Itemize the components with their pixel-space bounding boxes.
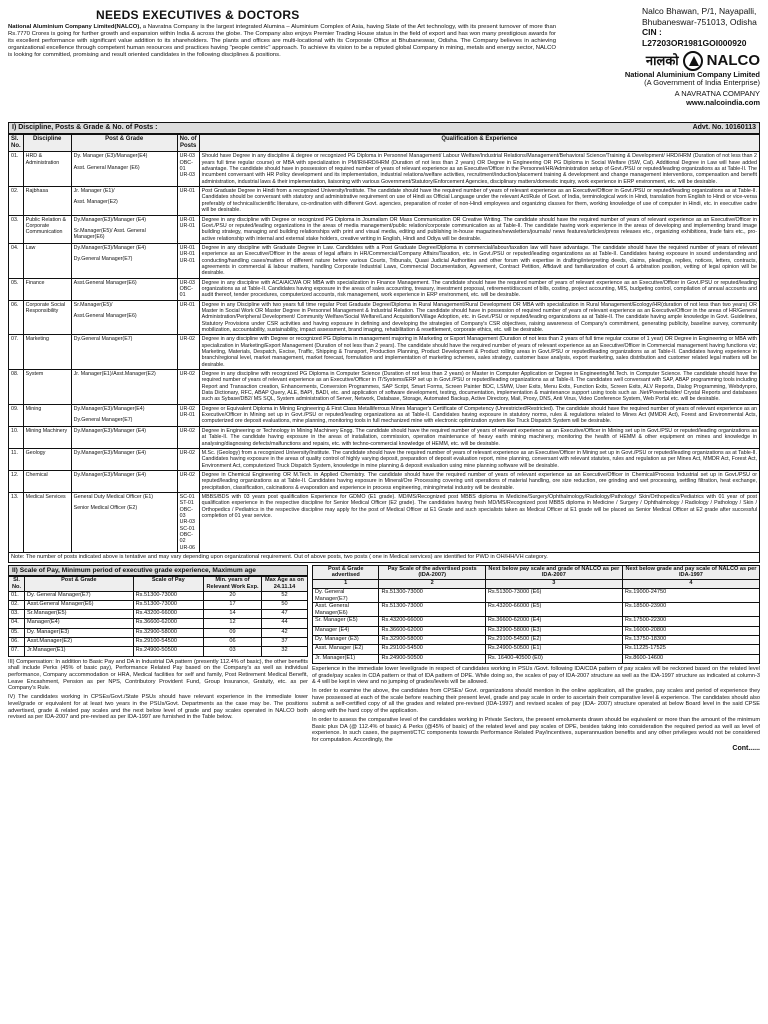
table-row: [313, 626, 760, 635]
intro-text: a Navratna Company is the largest integrated Alumina – Aluminium Complex of Asia, having State of the Art technology, with its present turnover of more than Rs.7770 Crores is going for further growth and expansion within India & across the globe. The Company also enjoys Premier Trading House status in the field of export and has won many prestigious awards for its excellent performance with significant value addition to its shareholders. The plants and offices are multi-locational with its Corporate Office at Bhubaneswar, Odisha. The Company believes in achieving organizational excellence through competent human resources and practices having "people centric" approach. To achieve its vision to be a reputed global Company in mining, metals and energy sector, NALCO is looking for committed, promising and result oriented candidates in the following disciplines & positions.: [8, 24, 556, 59]
table-cell: Rs.51300-73000 (E6): [485, 589, 622, 603]
table-row: [9, 600, 308, 609]
table-cell: Rs.29100-54500 (E2): [485, 636, 622, 645]
table-cell: 37: [262, 638, 308, 647]
table-row: [9, 628, 308, 637]
table-row: [9, 215, 760, 243]
posts-count-cell: [177, 470, 199, 492]
header-cell: Scale of Pay: [133, 577, 203, 591]
table-cell: Rs. 16400-40500 (E0): [485, 654, 622, 663]
table-cell: Sr. Manager (E5): [313, 617, 379, 626]
section1-title: I) Discipline, Posts & Grade & No. of Posts :: [12, 124, 158, 131]
table-cell: Rs.29100-54500: [133, 638, 203, 647]
bottom-section: [8, 565, 760, 753]
post-grade-cell: [71, 492, 177, 552]
qualification-cell: MBBS/BDS with 03 years post qualification Experience for GDMO (E1 grade). MD/MS/Recognized post MBBS diploma in Medicine/Surgery/Ophthalmology/Radiology/Pathology/ Skin/Orthopedics/Pediatrics with 01 year of post qualification experience in the respective discipline for Senior Medical Officer (E2 grade). The candidates having fresh MD/MS/Recognized post MBBS diploma in Medicine / Surgery / Ophthalmology / Radiology / Pathology / Skin / Orthopedics / Pediatrics in the respective discipline may apply for the post of Medical Officer at E1 Grade and such specialists taken as Medical Officer at E1 grade will be placed as Senior Medical Officer at E2 grade after successful completion of 01 year service.: [199, 492, 759, 552]
qualification-cell: Degree in any discipline with Degree or recognized PG Diploma in Journalism OR Mass Communication OR Creative Writing. The candidate should have the required number of years of relevant experience as an Executive/Officer in Govt./PSU or reputed/leading organizations in the areas of media management/public relation/corporate communication as at Table-II. The candidate having work experience in the areas of developing and implementing brand image building strategy, managing and building relationships with print and visual media, editing and publishing in-house magazines/newsletters/journals/ news features/articles/press releases etc., organizing exhibitions, trade fairs etc., pro-active relationship with internal and external stake holders, creative writing in English, Hindi and Odiya will be desirable.: [199, 215, 759, 243]
table-row: [9, 370, 760, 405]
post-grade-cell: [71, 152, 177, 187]
posts-count-cell: [177, 215, 199, 243]
posts-count-cell: [177, 492, 199, 552]
sl-cell: 12.: [9, 470, 24, 492]
post-grade: Dy. Manager (E3)/Manager(E4): [73, 153, 148, 160]
grade-comparison-body: [313, 589, 760, 664]
sl-cell: 02.: [9, 187, 24, 215]
post-grade: Asst.General Manager(E6): [73, 312, 137, 319]
continued-label: Cont......: [732, 744, 760, 752]
table-cell: Rs.13750-18300: [622, 636, 759, 645]
discipline-cell: Law: [23, 243, 71, 278]
posts-count: SC-01: [179, 525, 195, 532]
table-row: [9, 591, 308, 600]
table-cell: 17: [204, 600, 262, 609]
table-cell: Rs.51300-73000: [379, 589, 485, 603]
posts-count: UR-01: [179, 216, 195, 223]
company-name: National Aluminium Company Limited: [624, 69, 760, 79]
grade-comparison-header: [313, 565, 760, 579]
table-cell: Rs.32900-58000 (E3): [485, 626, 622, 635]
post-grade: Dy.Manager(E3)/Manager (E4): [73, 449, 146, 456]
qualification-cell: Degree in any discipline with recognized PG Diploma in Computer Science (Duration of not less than 2 years) or Master in Computer Application or Degree in Engineering/M.Tech. in Computer Science. The candidate should have the required number of years of relevant experience as an Executive/Officer in IT/Systems/ERP set up in Govt./PSU or reputed/leading organizations as at Table-II. The candidates well conversant with SAP, ABAP programming tools including Report and Transaction creation, Enhancements, Conversion Programmes, SAP Script, Smart Forms, Screen Painter BDC, LSMW, User Exits, Menu Exits, Function Exits, Screen Exits, ALV Reports, Dialog Programming, Webdynpro, Data Dictionary, RFC, ABAP Query, ALE, BAPI, BADI, etc. and application of software development, testing, documentation, implementation & maintenance support using tools such as .Net/Powerbuilder/ Crystal Reports and databases such as Sybase/DB2/ MS SQL, System administration of Server, Network, Database, Storage, Automated Backup, Active Directory, Mail, Proxy, DNS, Anti Virus, Video Conference System, Web Portal etc. will be desirable.: [199, 370, 759, 405]
posts-count: UR-01: [179, 301, 195, 308]
header-cell: Discipline: [23, 135, 71, 152]
discipline-cell: Medical Services: [23, 492, 71, 552]
table-cell: Rs.32900-58000: [379, 636, 485, 645]
post-grade-cell: [71, 426, 177, 448]
discipline-cell: Marketing: [23, 335, 71, 370]
post-grade: Dy.General Manager(E7): [73, 336, 133, 343]
positions-table: [8, 134, 760, 553]
header-cell: No. of Posts: [177, 135, 199, 152]
posts-count: UR-01: [179, 188, 195, 195]
post-grade-cell: [71, 187, 177, 215]
company-tagline: A NAVRATNA COMPANY: [674, 89, 760, 99]
table-row: [9, 647, 308, 656]
post-grade: Dy.Manager(E3)/Manager(E4): [73, 405, 145, 412]
sl-cell: 03.: [9, 215, 24, 243]
qualification-cell: Degree or Equivalent Diploma in Mining Engineering & First Class Metalliferrous Mines Manager's Certificate of Competency (Unrestricted/Restricted). The candidate should have the required number of years of relevant experience as an Executive/Officer in Mining set up in Govt./PSU or reputed/leading organizations as at Table-II. Candidates having exposure in statutory norms, rules & regulations related to Mines Act (MMDR Act), Forest and Environmental Acts, computerized ore deposit evaluations, mine planning, monitoring tools in full mechanized mine with electronic optimization system like Truck Dispatch System will be desirable.: [199, 404, 759, 426]
posts-count: UR-02: [179, 336, 195, 343]
header-cell: Next below grade and pay scale of NALCO as per IDA-1997: [622, 565, 759, 579]
post-grade: Jr. Manager(E1)/Asst.Manager(E2): [73, 371, 156, 378]
sl-cell: 06.: [9, 300, 24, 335]
posts-count-cell: [177, 335, 199, 370]
sl-cell: 11.: [9, 448, 24, 470]
table-row: [9, 619, 308, 628]
header-cell: Pay Scale of the advertised posts (IDA-2007): [379, 565, 485, 579]
posts-count: UR-02: [179, 427, 195, 434]
table-cell: Rs.36600-62000: [379, 626, 485, 635]
qualification-cell: Degree in Engineering or Technology in Mining Machinery Engg. The candidate should have the required number of years of relevant experience as an Executive/Officer in Mining set up in Govt./PSU or reputed/leading organizations as at Table-II. The candidate having exposure in the areas of installation, commission, operation maintenance of heavy earth mining machinery, monitoring the health of HEMM & other equipment on mines and knowledge in analysing/diagnosing defects/malfunctions and repairs, etc. with techno-commercial knowledge of HEMM, etc. will be desirable.: [199, 426, 759, 448]
post-grade: Asst.General Manager(E6): [73, 279, 137, 286]
page-title: NEEDS EXECUTIVES & DOCTORS: [96, 8, 300, 22]
posts-count-cell: [177, 448, 199, 470]
post-grade: Senior Medical Officer (E2): [73, 505, 138, 512]
table-cell: 50: [262, 600, 308, 609]
header-cell: Sl. No.: [9, 577, 25, 591]
table-cell: Dy. General Manager(E7): [25, 591, 134, 600]
qualification-cell: Degree in any discipline with ACA/AICWA OR MBA with specialization in Finance Management. The candidate should have the required number of years of relevant experience as an Executive/Officer in Govt./PSU or reputed/leading organizations as at Table-II. Candidates having exposure in the areas of sales accounting, treasury, investment proposal, retirement/discount of bills, costing, project accounting, MIS, budgeting control, compilation of annual accounts and audit thereof, tender procedures, computerized accounts, risk management, work experience in ERP environment, etc. will be desirable.: [199, 278, 759, 300]
table-cell: Manager(E4): [25, 619, 134, 628]
post-grade-cell: [71, 470, 177, 492]
discipline-cell: System: [23, 370, 71, 405]
post-grade: General Duty Medical Officer (E1): [73, 493, 154, 500]
table-cell: Dy. General Manager(E7): [313, 589, 379, 603]
table-row: [313, 654, 760, 663]
post-grade: Sr.Manager(E5)/: [73, 301, 113, 308]
posts-count: UR-02: [179, 471, 195, 478]
note-immediate-lower-grade: Experience in the immediate lower level/grade in respect of candidates working in PSUs /Govt. following IDA/CDA pattern of pay scales will be reckoned based on the related level of grade/pay scales in CDA pattern or that of IDA pattern of DPE. While doing so, the scales of pay of IDA-2007 structure as well as the IDA-1997 structure as indicated at column-3 & 4 will be kept in view and no jumping of grades/levels will be allowed.: [312, 665, 760, 686]
discipline-cell: Public Relation & Corporate Communication: [23, 215, 71, 243]
header-left: [8, 6, 556, 122]
table-cell: Rs.36600-62000 (E4): [485, 617, 622, 626]
table-row: [9, 426, 760, 448]
table-row: [9, 187, 760, 215]
sl-cell: 05.: [9, 278, 24, 300]
table-cell: Rs.43200-66000: [133, 610, 203, 619]
table-row: [9, 278, 760, 300]
discipline-cell: Rajbhasa: [23, 187, 71, 215]
posts-count: UR-01: [179, 244, 195, 251]
table-cell: Rs.8600-14600: [622, 654, 759, 663]
posts-count: UR-03: [179, 153, 195, 160]
header-right: [560, 6, 760, 122]
posts-count: UR-06: [179, 544, 195, 551]
advt-number: Advt. No. 10160113: [692, 124, 756, 131]
header-cell: Next below pay scale and grade of NALCO as per IDA-2007: [485, 565, 622, 579]
discipline-cell: HRD & Administration: [23, 152, 71, 187]
column-number: 2: [379, 579, 485, 588]
discipline-cell: Chemical: [23, 470, 71, 492]
posts-count: SC-01: [179, 493, 195, 500]
posts-count: UR-01: [179, 412, 195, 419]
qualification-cell: Degree in any Discipline with two years full time regular Post Graduate Degree/Diploma in Rural Management/Rural Development OR MBA with specialization in Rural Management/Ecology/HR(duration of not less than two years) OR Master in Social Work OR Master Degree in Personnel Management & Industrial Relation. The candidate should have in possession of required number of years of relevant experience as an Executive/Officer in the areas of HR/General Administration/Peripheral Development/ Community Welfare/Social Welfare/Land Acquisition/Village Adoption, etc. in Govt./PSU or reputed/leading organizations as at Table-II. The candidate having ample knowledge in Govt. Guidelines, Statutory Provisions under CSR activities and having exposure in defining and developing the strategies of Company's CSR objectives, raising awareness of Company's commitment, generating publicity, baseline survey, community mobilization, accountability, sustainability, impact assessment, brand imaging, rehabilitation & resettlement, corporate ethics, etc. will be desirable.: [199, 300, 759, 335]
table-cell: 32: [262, 647, 308, 656]
posts-count: UR-01: [179, 222, 195, 229]
posts-count: ST-01: [179, 500, 194, 507]
table-cell: Jr.Manager(E1): [25, 647, 134, 656]
table-cell: Rs.18500-23900: [622, 603, 759, 617]
table-cell: 52: [262, 591, 308, 600]
header-cell: Post & Grade: [25, 577, 134, 591]
table-row: [313, 603, 760, 617]
posts-count: UR-03: [179, 519, 195, 526]
post-grade-cell: [71, 370, 177, 405]
header-cell: Qualification & Experience: [199, 135, 759, 152]
bottom-right: [312, 565, 760, 753]
table-cell: Sr.Manager(E5): [25, 610, 134, 619]
posts-count: UR-03: [179, 279, 195, 286]
table-cell: 42: [262, 628, 308, 637]
posts-count: OBC-01: [179, 159, 193, 173]
posts-count: OBC-03: [179, 506, 193, 519]
table-row: [9, 470, 760, 492]
post-grade-cell: [71, 404, 177, 426]
table-cell: 05.: [9, 628, 25, 637]
posts-count-cell: [177, 278, 199, 300]
table-cell: 03: [204, 647, 262, 656]
table-cell: Rs.16000-20800: [622, 626, 759, 635]
header-cell: Post & Grade advertised: [313, 565, 379, 579]
grade-comparison-table: [312, 565, 760, 664]
sl-cell: 08.: [9, 370, 24, 405]
table-cell: Rs.36600-62000: [133, 619, 203, 628]
table-row: [9, 152, 760, 187]
table-cell: Rs.32900-58000: [133, 628, 203, 637]
post-grade: Dy.General Manager(E7): [73, 256, 133, 263]
posts-count-cell: [177, 404, 199, 426]
posts-count: UR-02: [179, 405, 195, 412]
discipline-cell: Mining Machinery: [23, 426, 71, 448]
posts-count-cell: [177, 426, 199, 448]
logo-text: NALCO: [706, 51, 760, 69]
post-grade: Asst. Manager(E2): [73, 199, 118, 206]
note-cpse-candidates: In order to examine the above, the candidates from CPSEs/ Govt. organizations should mention in the online application, all the grades, pay scales and period of experience they have possessed at each of the scale before reaching their present level, grade and pay scale in order to ascertain their comparative level & experience. The candidates should also submit a self-certified copy of all the grades and related pre-revised (IDA-1997) and revised scales of pay (IDA- 2007) structure operated at below Board level in the said CPSE along with the hard copy of the application.: [312, 688, 760, 715]
pay-scale-header: [9, 577, 308, 591]
qualification-cell: Degree in any discipline with Degree or recognized PG Diploma in management majoring in Marketing or Export Management (Duration of not less than 2 years of full time regular course of 1 year) OR Degree in Engineering or MBA with specialization in Marketing/Export Management (Duration of not less than 2 years). The candidate should have the required number of years of relevant experience as an Executive/Officer in Commercial management having functions viz; Marketing, Materials, Despatch, Excise, Traffic, Shipping & Transport, Production Planning, Product Development & Product rolling areas in Govt./PSU or reputed/leading organizations as at Table-II. Candidates having experience in branch/regional level, market management, market forecast, formulation and implementation of marketing schemes, sales strategy, customer base analysis, export marketing, sales distribution and customer related legal matters will be desirable.: [199, 335, 759, 370]
posts-count: UR-03: [179, 172, 195, 179]
table-row: [9, 404, 760, 426]
table-cell: 14: [204, 610, 262, 619]
column-number: 4: [622, 579, 759, 588]
qualification-cell: Post Graduate Degree in Hindi from a recognized University/Institute. The candidate should have the required number of years of relevant experience as an Executive/Officer in Govt./PSU or reputed/leading organizations as at Table-II. Candidates should be conversant with statutory and administrative requirement on use of Hindi as Official Language under the relevant Act/Rule of Govt. of India, terminological work in Hindi, translation from English to Hindi or vice-versa preferably of technical/scientific literature, co-ordination with different Govt. agencies, preparation of roster of non-Hindi employees and organizing classes for them, working knowledge of use of computer in Hindi, etc. in executive cadre will be desirable.: [199, 187, 759, 215]
table-cell: Rs.43200-66000 (E5): [485, 603, 622, 617]
pay-scale-body: [9, 591, 308, 656]
table-row: [313, 645, 760, 654]
qualification-cell: Degree in Chemical Engineering OR M.Tech. in Applied Chemistry. The candidate should have the required number of years of relevant experience as an Executive/Officer in Chemical/Process Industrial set up in Govt./PSU or reputed/leading organizations as at Table-II. Candidates having exposure in Mineral/Ore Processing covering unit operations of material handling, ore size reduction, ore grinding and wet processing, settling filtration, heat exchange, precipitation, classification, calcinations & evaporation and experience in process engineering, mining/metal industry will be desirable.: [199, 470, 759, 492]
qualification-cell: M.Sc. (Geology) from a recognized University/Institute. The candidate should have the required number of years of relevant experience as an Executive/Officer in Mining set up in Govt./PSU or reputed/leading organizations as at Table-II. Candidates having exposure in the areas of quality control of highly varying deposit, preparation of deposit evaluation report, mine planning, conversant with relevant statutes, rules and regulation as per Mines Act, MMDR Act, Forest Act, Environment Act, computerized Truck Dispatch System, knowledge in mine planning & deposit evaluation using mine planning software will be desirable.: [199, 448, 759, 470]
table-cell: Asst.Manager(E2): [25, 638, 134, 647]
header-cell: Post & Grade: [71, 135, 177, 152]
table-cell: Rs.11225-17525: [622, 645, 759, 654]
post-grade-cell: [71, 243, 177, 278]
table-cell: Dy. Manager(E3): [25, 628, 134, 637]
post-grade-cell: [71, 215, 177, 243]
table-cell: 01.: [9, 591, 25, 600]
table-cell: Asst. General Manager(E6): [313, 603, 379, 617]
table-cell: 03.: [9, 610, 25, 619]
table-cell: Rs.29100-54500: [379, 645, 485, 654]
table-row: [9, 448, 760, 470]
post-grade: Dy.Manager(E3)/Manager (E4): [73, 427, 146, 434]
table-row: [9, 610, 308, 619]
post-grade: Dy.General Manager(E7): [73, 417, 133, 424]
table-row: [313, 636, 760, 645]
table-row: [313, 589, 760, 603]
table-cell: Rs.51300-73000: [379, 603, 485, 617]
table-cell: 07.: [9, 647, 25, 656]
posts-count-cell: [177, 243, 199, 278]
column-number-row: [313, 579, 760, 588]
post-grade-cell: [71, 278, 177, 300]
positions-table-body: [9, 152, 760, 553]
header-cell: Sl. No.: [9, 135, 24, 152]
posts-count: OBC-02: [179, 531, 193, 545]
discipline-cell: Finance: [23, 278, 71, 300]
posts-count-cell: [177, 187, 199, 215]
note: Note: The number of posts indicated above is tentative and may vary depending upon organizational requirement. Out of above posts, two posts ( one in Medical services) are identified for PWD in OH/HH/VH category.: [8, 553, 760, 563]
table-cell: Asst. Manager (E2): [313, 645, 379, 654]
table-row: [9, 638, 308, 647]
cin-number: CIN : L27203OR1981GOI000920: [642, 27, 747, 48]
post-grade: Dy.Manager(E3)/Manager (E4): [73, 216, 146, 223]
table-cell: Jr. Manager(E1): [313, 654, 379, 663]
qualification-cell: Should have Degree in any discipline & degree or recognized PG Diploma in Personnel Management/ Labour Welfare/Industrial Relations/Management/Behavioral Science/Training & Development/ HRD/HRM (Duration of not less than 2 years full time regular course) or MBA with specialization in PM/IR/HRD/HRM (Duration of not less than 2 years) OR Degree in Engineering OR PG Diploma in Social Welfare (ISW, Cal). Additional Degree in Law will have added advantage. The candidate should have in possession of required number of years of relevant experience as an Executive/Officer in the Personnel/HR/Administration setup of Govt./PSU or reputed/leading organizations as at Table-II. The incumbent conversant with HR Policy development and its implementation, industrial relations/welfare activities, recruitment/induction/placement training & development and change management interventions, compensation and benefit administration, industrial laws & their implementation, liaisoning with various Government/Statutory/Enforcement Agencies, disciplinary matters/domestic inquiry, work experience in ERP environment, etc. will be desirable.: [199, 152, 759, 187]
table-row: [313, 617, 760, 626]
address-line: Bhubaneswar-751013, Odisha: [642, 16, 757, 27]
sl-cell: 04.: [9, 243, 24, 278]
post-grade-cell: [71, 300, 177, 335]
logo-hindi: नालको: [645, 52, 679, 68]
table-cell: 06.: [9, 638, 25, 647]
intro-company-name: National Aluminium Company Limited(NALCO),: [8, 24, 141, 31]
table-cell: Rs.24900-50500 (E1): [485, 645, 622, 654]
column-number: 1: [313, 579, 379, 588]
table-cell: Rs.24900-50500: [379, 654, 485, 663]
note-private-sector: In order to assess the comparative level of the candidates working in Private Sectors, the present emoluments drawn should be equivalent or more than the amount of the minimum Basic plus DA (@ 112.4% of basic) & Perks (@45% of basic) of the related level and pay scales of DPE, besides taking into consideration the required period as well as level of experience. In such cases, the payment/CTC components towards Performance Related Pay/incentives, superannuation benefits and any other privileges would not be considered for computation. Accordingly, the: [312, 716, 760, 743]
table-cell: 02.: [9, 600, 25, 609]
address-block: [642, 6, 760, 49]
post-grade-cell: [71, 335, 177, 370]
table-cell: 20: [204, 591, 262, 600]
table-cell: 06: [204, 638, 262, 647]
posts-count: UR-02: [179, 449, 195, 456]
column-number: 3: [485, 579, 622, 588]
posts-count-cell: [177, 370, 199, 405]
address-line: Nalco Bhawan, P/1, Nayapalli,: [642, 6, 757, 16]
table-cell: 12: [204, 619, 262, 628]
table-cell: Rs.24900-50500: [133, 647, 203, 656]
table-cell: 44: [262, 619, 308, 628]
nalco-logo-icon: [683, 51, 703, 71]
post-grade: Asst. General Manager (E6): [73, 164, 140, 171]
qualification-cell: Degree in any discipline with Graduate Degree in Law. Candidates with a Post Graduate Degree/Diploma in commercial/labour/taxation law will have advantage. The candidate should have the required number of years of relevant experience as an Executive/Officer in the areas of legal affairs in HR/Commercial/Company Affairs/Taxation, etc. in Govt./PSU or reputed/leading organizations as at Table-II. Candidates having exposure in sound understanding and conducting/handling cases/matters of different nature before various Courts, Tribunals, Quasi Judicial Authorities and other forum with expertise in drafting/interpreting deeds, claims, pleadings, replies, notices, letters, contracts, agreements in commercial & labour matters, handling Corporate Industrial Laws, Commercial Documentation, Agreement, Contract Petition, Affidavit and familiarization of court & arbitration position, vetting of legal opinion will be desirable.: [199, 243, 759, 278]
post-grade: Jr. Manager (E1)/: [73, 188, 115, 195]
table-cell: Rs.43200-66000: [379, 617, 485, 626]
table-cell: 04.: [9, 619, 25, 628]
positions-table-header: [9, 135, 760, 152]
sl-cell: 01.: [9, 152, 24, 187]
table-cell: Dy. Manager (E3): [313, 636, 379, 645]
header: [8, 6, 760, 122]
bottom-left: [8, 565, 308, 753]
note-experience: IV) The candidates working in CPSEs/Govt./State PSUs should have relevant experience in the immediate lower level/grade or equivalent for at least two years in the PSUs/Govt. Departments as the case may be. The positions advertised, grade & related pay scales and the next below level of grade and pay scales operated in NALCO both revised as per IDA-2007 and pre-revised as per IDA-1997 are furnished in the Table below.: [8, 694, 308, 721]
header-cell: Min. years of Relevant Work Exp.: [204, 577, 262, 591]
table-cell: Rs.19000-24750: [622, 589, 759, 603]
sl-cell: 10.: [9, 426, 24, 448]
discipline-cell: Mining: [23, 404, 71, 426]
section2-title: II) Scale of Pay, Minimum period of executive grade experience, Maximum age: [8, 565, 308, 577]
post-grade: Dy.Manager(E3)/Manager (E4): [73, 471, 146, 478]
posts-count: OBC-01: [179, 285, 193, 299]
pay-scale-table: [8, 576, 308, 656]
company-subtitle: (A Government of India Enterprise): [644, 78, 760, 88]
company-website: www.nalcoindia.com: [686, 98, 760, 108]
table-row: [9, 300, 760, 335]
table-cell: Rs.51300-73000: [133, 600, 203, 609]
sl-cell: 09.: [9, 404, 24, 426]
posts-count: UR-02: [179, 371, 195, 378]
posts-count: UR-01: [179, 251, 195, 258]
table-row: [9, 243, 760, 278]
table-row: [9, 335, 760, 370]
section1-heading: [8, 122, 760, 134]
sl-cell: 13.: [9, 492, 24, 552]
posts-count: UR-01: [179, 257, 195, 264]
table-row: [9, 492, 760, 552]
posts-count-cell: [177, 300, 199, 335]
company-logo: [646, 51, 760, 71]
table-cell: Rs.51300-73000: [133, 591, 203, 600]
discipline-cell: Geology: [23, 448, 71, 470]
header-cell: Max Age as on 24.11.14: [262, 577, 308, 591]
table-cell: Rs.17500-22300: [622, 617, 759, 626]
posts-count-cell: [177, 152, 199, 187]
note-compensation: III) Compensation: In addition to Basic Pay and DA in Industrial DA pattern (presently 112.4% of basic), the other benefits shall include Perks (45% of basic pay), Performance Related Pay based on the Company's as well as individual performance, Company accommodation or HRA, Medical facilities for self and family, Post Retirement Medical Benefit, Leave Encashment, Pension as per NPS, Contributory Provident Fund, Group Insurance, Gratuity, etc. as per Company's Rule.: [8, 658, 308, 692]
post-grade: Dy.Manager(E3)/Manager (E4): [73, 244, 146, 251]
table-cell: 09: [204, 628, 262, 637]
sl-cell: 07.: [9, 335, 24, 370]
discipline-cell: Corporate Social Responsibility: [23, 300, 71, 335]
post-grade: Sr.Manager(E5)/ Asst. General Manager(E6): [73, 227, 146, 241]
intro-paragraph: [8, 24, 556, 59]
post-grade-cell: [71, 448, 177, 470]
table-cell: Asst.General Manager(E6): [25, 600, 134, 609]
table-cell: 47: [262, 610, 308, 619]
table-cell: Manager (E4): [313, 626, 379, 635]
